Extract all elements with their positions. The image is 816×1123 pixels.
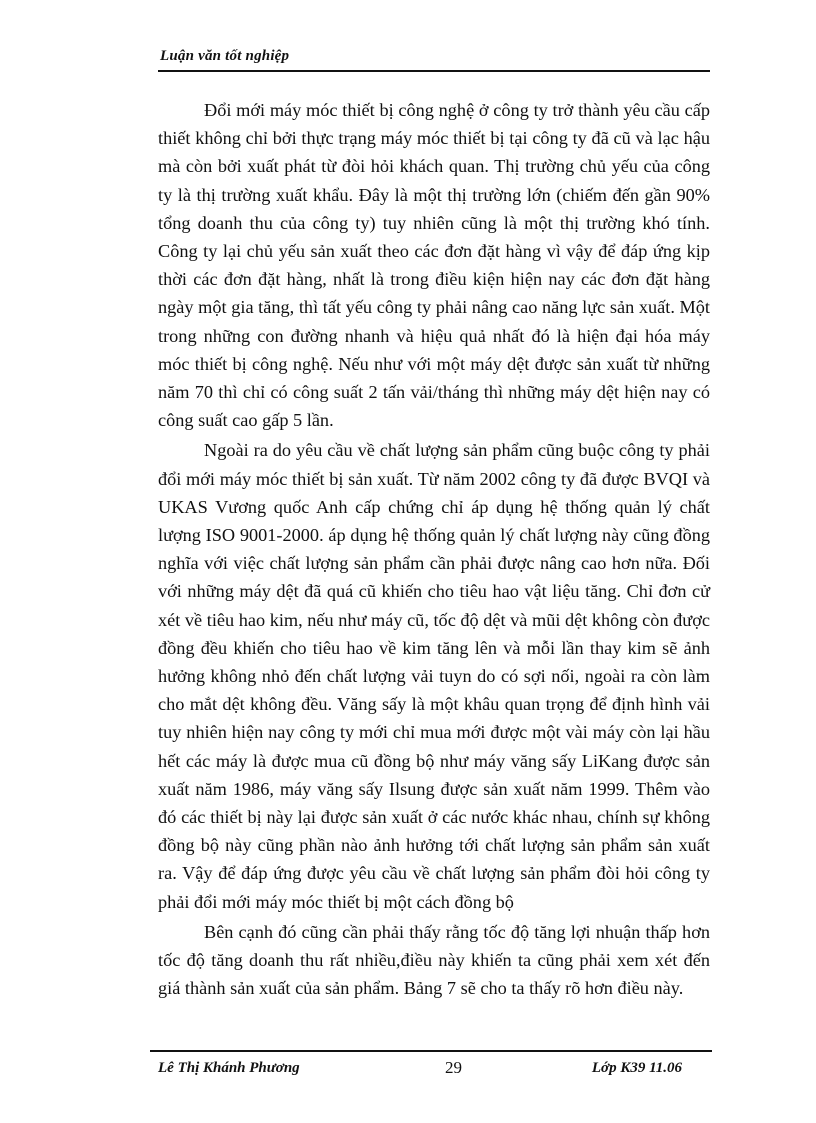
paragraph-3: Bên cạnh đó cũng cần phải thấy rằng tốc độ tăng lợi nhuận thấp hơn tốc độ tăng doanh thu rất nhiều,điều này khiến ta cũng phải xem xét đến giá thành sản xuất của sản phẩm. Bảng 7 sẽ cho ta thấy rõ hơn điều này. [158, 921, 710, 999]
page-number: 29 [445, 1058, 462, 1077]
header-title: Luận văn tốt nghiệp [160, 48, 290, 64]
body-text [158, 96, 710, 1005]
footer-author: Lê Thị Khánh Phương [158, 1060, 300, 1076]
paragraph-1: Đổi mới máy móc thiết bị công nghệ ở công ty trở thành yêu cầu cấp thiết không chỉ bởi thực trạng máy móc thiết bị tại công ty đã cũ và lạc hậu mà còn bởi xuất phát từ đòi hỏi khách quan. Thị trường chủ yếu của công ty là thị trường xuất khẩu. Đây là một thị trường lớn (chiếm đến gần 90% tổng doanh thu của công ty) tuy nhiên cũng là một thị trường khó tính. Công ty lại chủ yếu sản xuất theo các đơn đặt hàng vì vậy để đáp ứng kịp thời các đơn đặt hàng, nhất là trong điều kiện hiện nay các đơn đặt hàng ngày một gia tăng, thì tất yếu công ty phải nâng cao năng lực sản xuất. Một trong những con đường nhanh và hiệu quả nhất đó là hiện đại hóa máy móc thiết bị công nghệ. Nếu như với một máy dệt được sản xuất từ những năm 70 thì chỉ có công suất 2 tấn vải/tháng thì những máy dệt hiện nay có công suất cao gấp 5 lần. [158, 100, 710, 431]
page-header [158, 44, 710, 72]
page-footer [150, 1050, 712, 1082]
paragraph-2: Ngoài ra do yêu cầu về chất lượng sản phẩm cũng buộc công ty phải đổi mới máy móc thiết bị sản xuất. Từ năm 2002 công ty đã được BVQI và UKAS Vương quốc Anh cấp chứng chỉ áp dụng hệ thống quản lý chất lượng ISO 9001-2000. áp dụng hệ thống quản lý chất lượng này cũng đồng nghĩa với việc chất lượng sản phẩm cần phải được nâng cao hơn nữa. Đối với những máy dệt đã quá cũ khiến cho tiêu hao vật liệu tăng. Chỉ đơn cử xét về tiêu hao kim, nếu như máy cũ, tốc độ dệt và mũi dệt không còn được đồng đều khiến cho tiêu hao về kim tăng lên và mỗi lần thay kim sẽ ảnh hưởng không nhỏ đến chất lượng vải tuyn do có sợi nối, ngoài ra còn làm cho mắt dệt không đều. Văng sấy là một khâu quan trọng để định hình vải tuy nhiên hiện nay công ty mới chỉ mua mới được một vài máy còn lại hầu hết các máy là được mua cũ đồng bộ như máy văng sấy LiKang được sản xuất năm 1986, máy văng sấy Ilsung được sản xuất năm 1999. Thêm vào đó các thiết bị này lại được sản xuất ở các nước khác nhau, chính sự không đồng bộ này cũng phần nào ảnh hưởng tới chất lượng sản phẩm sản xuất ra. Vậy để đáp ứng được yêu cầu về chất lượng sản phẩm đòi hỏi công ty phải đổi mới máy móc thiết bị một cách đồng bộ [158, 440, 710, 912]
footer-class-label: Lớp K39 11.06 [591, 1060, 682, 1076]
